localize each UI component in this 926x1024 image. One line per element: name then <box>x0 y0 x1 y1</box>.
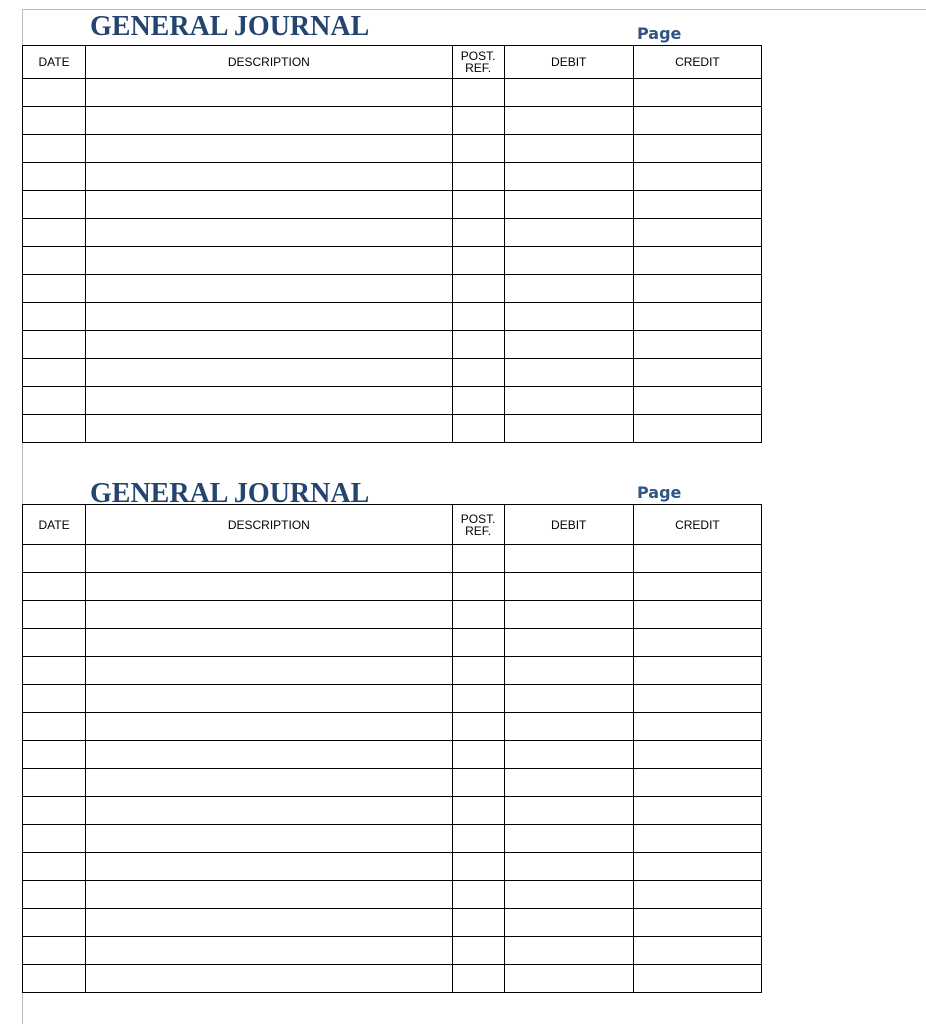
debit-cell[interactable] <box>504 331 633 359</box>
description-cell[interactable] <box>86 545 452 573</box>
date-cell[interactable] <box>23 797 86 825</box>
description-cell[interactable] <box>86 359 452 387</box>
post-ref-cell[interactable] <box>452 769 504 797</box>
description-cell[interactable] <box>86 303 452 331</box>
debit-cell[interactable] <box>504 965 633 993</box>
description-cell[interactable] <box>86 853 452 881</box>
date-cell[interactable] <box>23 163 86 191</box>
debit-cell[interactable] <box>504 937 633 965</box>
credit-cell[interactable] <box>633 219 761 247</box>
credit-cell[interactable] <box>633 965 761 993</box>
header-row <box>23 505 762 545</box>
post-ref-cell[interactable] <box>452 937 504 965</box>
table-row <box>23 881 762 909</box>
table-row <box>23 797 762 825</box>
credit-cell[interactable] <box>633 797 761 825</box>
debit-cell[interactable] <box>504 107 633 135</box>
date-cell[interactable] <box>23 685 86 713</box>
table-row <box>23 825 762 853</box>
credit-cell[interactable] <box>633 853 761 881</box>
description-cell[interactable] <box>86 881 452 909</box>
column-header-date: DATE <box>23 505 86 545</box>
page-edge-top <box>22 9 926 10</box>
description-cell[interactable] <box>86 247 452 275</box>
table-row <box>23 965 762 993</box>
journal-rows <box>23 79 762 443</box>
post-ref-cell[interactable] <box>452 853 504 881</box>
date-cell[interactable] <box>23 135 86 163</box>
column-header-description: DESCRIPTION <box>86 505 452 545</box>
credit-cell[interactable] <box>633 331 761 359</box>
debit-cell[interactable] <box>504 163 633 191</box>
debit-cell[interactable] <box>504 909 633 937</box>
post-ref-cell[interactable] <box>452 713 504 741</box>
post-ref-cell[interactable] <box>452 331 504 359</box>
description-cell[interactable] <box>86 107 452 135</box>
debit-cell[interactable] <box>504 853 633 881</box>
debit-cell[interactable] <box>504 79 633 107</box>
credit-cell[interactable] <box>633 937 761 965</box>
date-cell[interactable] <box>23 937 86 965</box>
debit-cell[interactable] <box>504 573 633 601</box>
table-row <box>23 937 762 965</box>
table-row <box>23 219 762 247</box>
column-header-debit: DEBIT <box>504 505 633 545</box>
header-row <box>23 46 762 79</box>
description-cell[interactable] <box>86 769 452 797</box>
date-cell[interactable] <box>23 191 86 219</box>
post-ref-cell[interactable] <box>452 247 504 275</box>
post-ref-cell[interactable] <box>452 881 504 909</box>
credit-cell[interactable] <box>633 79 761 107</box>
post-ref-line1: POST. <box>460 49 496 63</box>
date-cell[interactable] <box>23 573 86 601</box>
debit-cell[interactable] <box>504 135 633 163</box>
credit-cell[interactable] <box>633 909 761 937</box>
description-cell[interactable] <box>86 937 452 965</box>
debit-cell[interactable] <box>504 247 633 275</box>
post-ref-cell[interactable] <box>452 909 504 937</box>
journal-table <box>22 504 762 993</box>
table-row <box>23 303 762 331</box>
credit-cell[interactable] <box>633 275 761 303</box>
column-header-credit: CREDIT <box>633 505 761 545</box>
post-ref-cell[interactable] <box>452 741 504 769</box>
debit-cell[interactable] <box>504 629 633 657</box>
table-row <box>23 247 762 275</box>
post-ref-cell[interactable] <box>452 415 504 443</box>
date-cell[interactable] <box>23 359 86 387</box>
post-ref-cell[interactable] <box>452 359 504 387</box>
credit-cell[interactable] <box>633 629 761 657</box>
credit-cell[interactable] <box>633 135 761 163</box>
post-ref-cell[interactable] <box>452 219 504 247</box>
post-ref-cell[interactable] <box>452 303 504 331</box>
column-header-date: DATE <box>23 46 86 79</box>
description-cell[interactable] <box>86 965 452 993</box>
description-cell[interactable] <box>86 573 452 601</box>
post-ref-cell[interactable] <box>452 387 504 415</box>
journal-title: GENERAL JOURNAL <box>90 11 370 42</box>
description-cell[interactable] <box>86 331 452 359</box>
date-cell[interactable] <box>23 965 86 993</box>
post-ref-cell[interactable] <box>452 79 504 107</box>
debit-cell[interactable] <box>504 825 633 853</box>
table-row <box>23 769 762 797</box>
description-cell[interactable] <box>86 219 452 247</box>
table-row <box>23 573 762 601</box>
column-header-credit: CREDIT <box>633 46 761 79</box>
date-cell[interactable] <box>23 387 86 415</box>
description-cell[interactable] <box>86 797 452 825</box>
credit-cell[interactable] <box>633 191 761 219</box>
table-row <box>23 685 762 713</box>
page-label: Page <box>637 24 682 43</box>
description-cell[interactable] <box>86 657 452 685</box>
table-row <box>23 79 762 107</box>
post-ref-cell[interactable] <box>452 797 504 825</box>
date-cell[interactable] <box>23 657 86 685</box>
column-header-description: DESCRIPTION <box>86 46 452 79</box>
credit-cell[interactable] <box>633 247 761 275</box>
description-cell[interactable] <box>86 909 452 937</box>
debit-cell[interactable] <box>504 387 633 415</box>
credit-cell[interactable] <box>633 685 761 713</box>
date-cell[interactable] <box>23 741 86 769</box>
description-cell[interactable] <box>86 685 452 713</box>
table-row <box>23 657 762 685</box>
table-row <box>23 415 762 443</box>
page-label: Page <box>637 483 682 502</box>
credit-cell[interactable] <box>633 657 761 685</box>
date-cell[interactable] <box>23 247 86 275</box>
post-ref-cell[interactable] <box>452 545 504 573</box>
description-cell[interactable] <box>86 163 452 191</box>
debit-cell[interactable] <box>504 601 633 629</box>
description-cell[interactable] <box>86 135 452 163</box>
description-cell[interactable] <box>86 629 452 657</box>
debit-cell[interactable] <box>504 741 633 769</box>
table-row <box>23 135 762 163</box>
post-ref-cell[interactable] <box>452 135 504 163</box>
description-cell[interactable] <box>86 387 452 415</box>
date-cell[interactable] <box>23 303 86 331</box>
date-cell[interactable] <box>23 769 86 797</box>
date-cell[interactable] <box>23 909 86 937</box>
date-cell[interactable] <box>23 415 86 443</box>
post-ref-cell[interactable] <box>452 825 504 853</box>
credit-cell[interactable] <box>633 741 761 769</box>
date-cell[interactable] <box>23 219 86 247</box>
debit-cell[interactable] <box>504 415 633 443</box>
date-cell[interactable] <box>23 331 86 359</box>
date-cell[interactable] <box>23 713 86 741</box>
table-row <box>23 909 762 937</box>
column-header-post-ref <box>452 505 504 545</box>
table-row <box>23 387 762 415</box>
credit-cell[interactable] <box>633 825 761 853</box>
post-ref-cell[interactable] <box>452 685 504 713</box>
date-cell[interactable] <box>23 601 86 629</box>
post-ref-line2: REF. <box>465 523 492 538</box>
column-header-debit: DEBIT <box>504 46 633 79</box>
post-ref-cell[interactable] <box>452 107 504 135</box>
debit-cell[interactable] <box>504 545 633 573</box>
credit-cell[interactable] <box>633 713 761 741</box>
credit-cell[interactable] <box>633 303 761 331</box>
debit-cell[interactable] <box>504 219 633 247</box>
credit-cell[interactable] <box>633 545 761 573</box>
description-cell[interactable] <box>86 601 452 629</box>
description-cell[interactable] <box>86 275 452 303</box>
table-row <box>23 163 762 191</box>
table-row <box>23 601 762 629</box>
debit-cell[interactable] <box>504 685 633 713</box>
date-cell[interactable] <box>23 275 86 303</box>
debit-cell[interactable] <box>504 657 633 685</box>
debit-cell[interactable] <box>504 359 633 387</box>
description-cell[interactable] <box>86 191 452 219</box>
post-ref-cell[interactable] <box>452 601 504 629</box>
journal-rows <box>23 545 762 993</box>
debit-cell[interactable] <box>504 881 633 909</box>
description-cell[interactable] <box>86 79 452 107</box>
credit-cell[interactable] <box>633 107 761 135</box>
table-row <box>23 191 762 219</box>
column-header-post-ref <box>452 46 504 79</box>
debit-cell[interactable] <box>504 713 633 741</box>
credit-cell[interactable] <box>633 387 761 415</box>
post-ref-cell[interactable] <box>452 629 504 657</box>
date-cell[interactable] <box>23 881 86 909</box>
table-row <box>23 359 762 387</box>
post-ref-cell[interactable] <box>452 163 504 191</box>
post-ref-cell[interactable] <box>452 275 504 303</box>
debit-cell[interactable] <box>504 303 633 331</box>
date-cell[interactable] <box>23 79 86 107</box>
description-cell[interactable] <box>86 825 452 853</box>
credit-cell[interactable] <box>633 769 761 797</box>
debit-cell[interactable] <box>504 769 633 797</box>
credit-cell[interactable] <box>633 881 761 909</box>
journal-table <box>22 45 762 443</box>
description-cell[interactable] <box>86 415 452 443</box>
post-ref-cell[interactable] <box>452 573 504 601</box>
date-cell[interactable] <box>23 825 86 853</box>
post-ref-cell[interactable] <box>452 965 504 993</box>
post-ref-cell[interactable] <box>452 191 504 219</box>
debit-cell[interactable] <box>504 797 633 825</box>
table-row <box>23 713 762 741</box>
table-row <box>23 629 762 657</box>
date-cell[interactable] <box>23 107 86 135</box>
description-cell[interactable] <box>86 713 452 741</box>
credit-cell[interactable] <box>633 359 761 387</box>
credit-cell[interactable] <box>633 601 761 629</box>
table-row <box>23 853 762 881</box>
table-row <box>23 331 762 359</box>
post-ref-line1: POST. <box>460 511 496 526</box>
credit-cell[interactable] <box>633 163 761 191</box>
debit-cell[interactable] <box>504 275 633 303</box>
date-cell[interactable] <box>23 545 86 573</box>
credit-cell[interactable] <box>633 415 761 443</box>
journal-title: GENERAL JOURNAL <box>90 478 370 509</box>
debit-cell[interactable] <box>504 191 633 219</box>
post-ref-line2: REF. <box>465 61 492 75</box>
table-row <box>23 275 762 303</box>
table-row <box>23 107 762 135</box>
post-ref-cell[interactable] <box>452 657 504 685</box>
table-row <box>23 545 762 573</box>
description-cell[interactable] <box>86 741 452 769</box>
credit-cell[interactable] <box>633 573 761 601</box>
date-cell[interactable] <box>23 629 86 657</box>
table-row <box>23 741 762 769</box>
date-cell[interactable] <box>23 853 86 881</box>
